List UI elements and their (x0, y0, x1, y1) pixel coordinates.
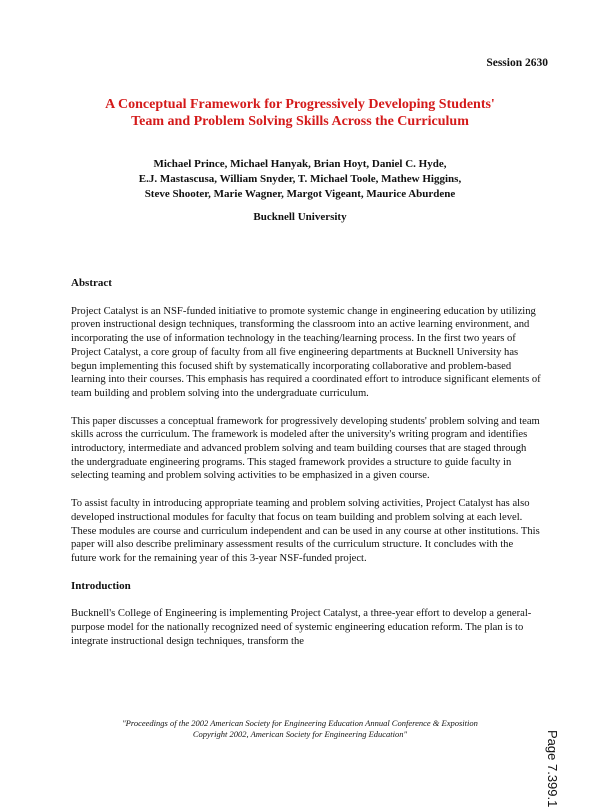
introduction-paragraph-1: Bucknell's College of Engineering is implementing Project Catalyst, a three-year effort to develop a general-purpose model for the nationally recognized need of systemic engineering education reform. The plan is to integrate instructional design techniques, transform the (71, 608, 532, 647)
paper-body (71, 277, 541, 662)
authors-line-1: Michael Prince, Michael Hanyak, Brian Hoyt, Daniel C. Hyde, (153, 158, 447, 170)
proceedings-footer (60, 718, 540, 740)
title-line-1: A Conceptual Framework for Progressively Developing Students' (105, 97, 495, 112)
abstract-paragraph-1: Project Catalyst is an NSF-funded initiative to promote systemic change in engineering education by utilizing proven instructional design techniques, transforming the classroom into an active learning environment, and incorporating the use of information technology in the teaching/learning process. In the first two years of Project Catalyst, a core group of faculty from all five engineering departments at Bucknell University has begun implementing this focused shift by systematically incorporating collaborative and problem-based learning into their courses. This emphasis has required a coordinated effort to introduce significant elements of team building and problem solving into the undergraduate curriculum. (71, 305, 541, 399)
session-number: Session 2630 (486, 57, 548, 69)
abstract-heading: Abstract (71, 277, 112, 289)
footer-line-2: Copyright 2002, American Society for Engineering Education" (192, 729, 408, 739)
paper-title (60, 96, 540, 130)
authors-line-2: E.J. Mastascusa, William Snyder, T. Michael Toole, Mathew Higgins, (138, 173, 462, 185)
page-number-mark: Page 7.399.1 (545, 730, 560, 807)
abstract-paragraph-3: To assist faculty in introducing appropriate teaming and problem solving activities, Project Catalyst has also developed instructional modules for faculty that focus on team building and problem solving at each level. These modules are course and curriculum independent and can be used in any course at other institutions. This paper will also describe preliminary assessment results of the curriculum structure. It concludes with the future work for the remaining year of this 3-year NSF-funded project. (71, 498, 540, 564)
title-line-2: Team and Problem Solving Skills Across the Curriculum (131, 114, 469, 129)
introduction-heading: Introduction (71, 579, 131, 592)
affiliation: Bucknell University (253, 211, 347, 223)
abstract-paragraph-2: This paper discusses a conceptual framework for progressively developing students' problem solving and team skills across the curriculum. The framework is modeled after the university's writing program and identifies introductory, intermediate and advanced problem solving and team building courses that are staged through the undergraduate engineering programs. This staged framework provides a structure to guide faculty in selecting teaming and problem solving activities to be emphasized in a given course. (71, 415, 540, 482)
author-list (60, 157, 540, 202)
footer-line-1: "Proceedings of the 2002 American Society for Engineering Education Annual Conference & Exposition (122, 718, 478, 728)
authors-line-3: Steve Shooter, Marie Wagner, Margot Vigeant, Maurice Aburdene (144, 188, 456, 200)
